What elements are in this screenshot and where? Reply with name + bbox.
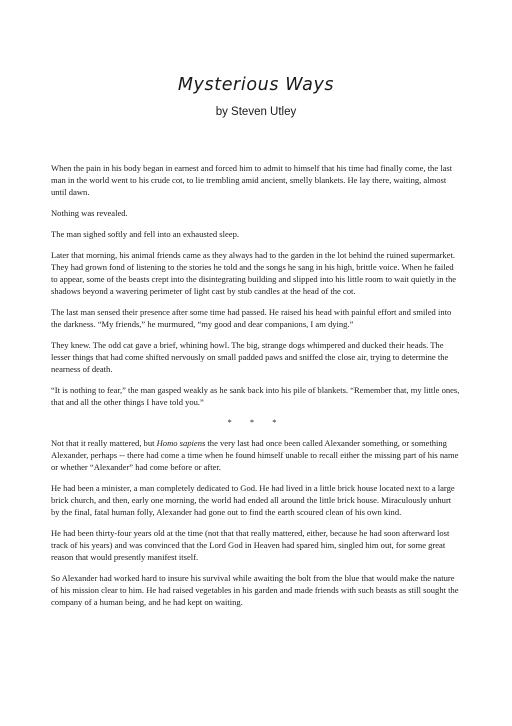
paragraph-text: the very last had once been called Alexander something, or something Alexander, perhaps -- there had come a time when he found himself unable to recall either the missing part of his name or whether “Alexander” had come before or after. [51,437,459,473]
author-byline: by Steven Utley [215,106,297,118]
paragraph: He had been a minister, a man completely dedicated to God. He had lived in a little brick house located next to a large brick church, and then, early one morning, the world had ended all around the little brick house. Miraculously unhurt by the final, fatal human folly, Alexander had gone out to find the earth scoured clean of his own kind. [51,482,455,518]
paragraph [51,437,461,474]
paragraph: The man sighed softly and fell into an exhausted sleep. [51,228,239,239]
paragraph: When the pain in his body began in earnest and forced him to admit to himself that his time had finally come, the last man in the world went to his crude cot, to lie trembling amid ancient, smelly blankets. He lay there, waiting, almost until dawn. [51,163,453,198]
paragraph: “It is nothing to fear,” the man gasped weakly as he sank back into his pile of blankets. “Remember that, my little ones, that and all the other things I have told you.” [51,384,460,408]
story-body [51,162,461,609]
section-separator: * * * [227,416,285,427]
paragraph: The last man sensed their presence after some time had passed. He raised his head with painful effort and smiled into the darkness. “My friends,” he murmured, “my good and dear companions, I am dying.” [51,306,452,330]
italic-term: Homo sapiens [156,437,206,448]
paragraph: Nothing was revealed. [51,208,128,219]
story-title: Mysterious Ways [177,75,335,95]
paragraph: They knew. The odd cat gave a brief, whining howl. The big, strange dogs whimpered and ducked their heads. The lesser things that had come shifted nervously on small padded paws and sniffed the close air, trying to determine the nearness of death. [51,339,449,375]
paragraph: He had been thirty-four years old at the time (not that that really mattered, either, because he had soon afterward lost track of his years) and was convinced that the Lord God in Heaven had spared him, singled him out, for some great reason that would presently manifest itself. [51,527,450,563]
paragraph: So Alexander had worked hard to insure his survival while awaiting the bolt from the blue that would make the nature of his mission clear to him. He had raised vegetables in his garden and made friends with such beasts as still sought the company of a human being, and he had kept on waiting. [51,573,459,608]
paragraph-text: Not that it really mattered, but [51,437,157,448]
paragraph: Later that morning, his animal friends came as they always had to the garden in the lot behind the ruined supermarket. They had grown fond of listening to the stories he told and the songs he sang in his high, brittle voice. When he failed to appear, some of the beasts crept into the disintegrating building and slipped into his little room to wait quietly in the shadows beyond a wavering perimeter of light cast by stub candles at the head of the cot. [51,249,457,297]
